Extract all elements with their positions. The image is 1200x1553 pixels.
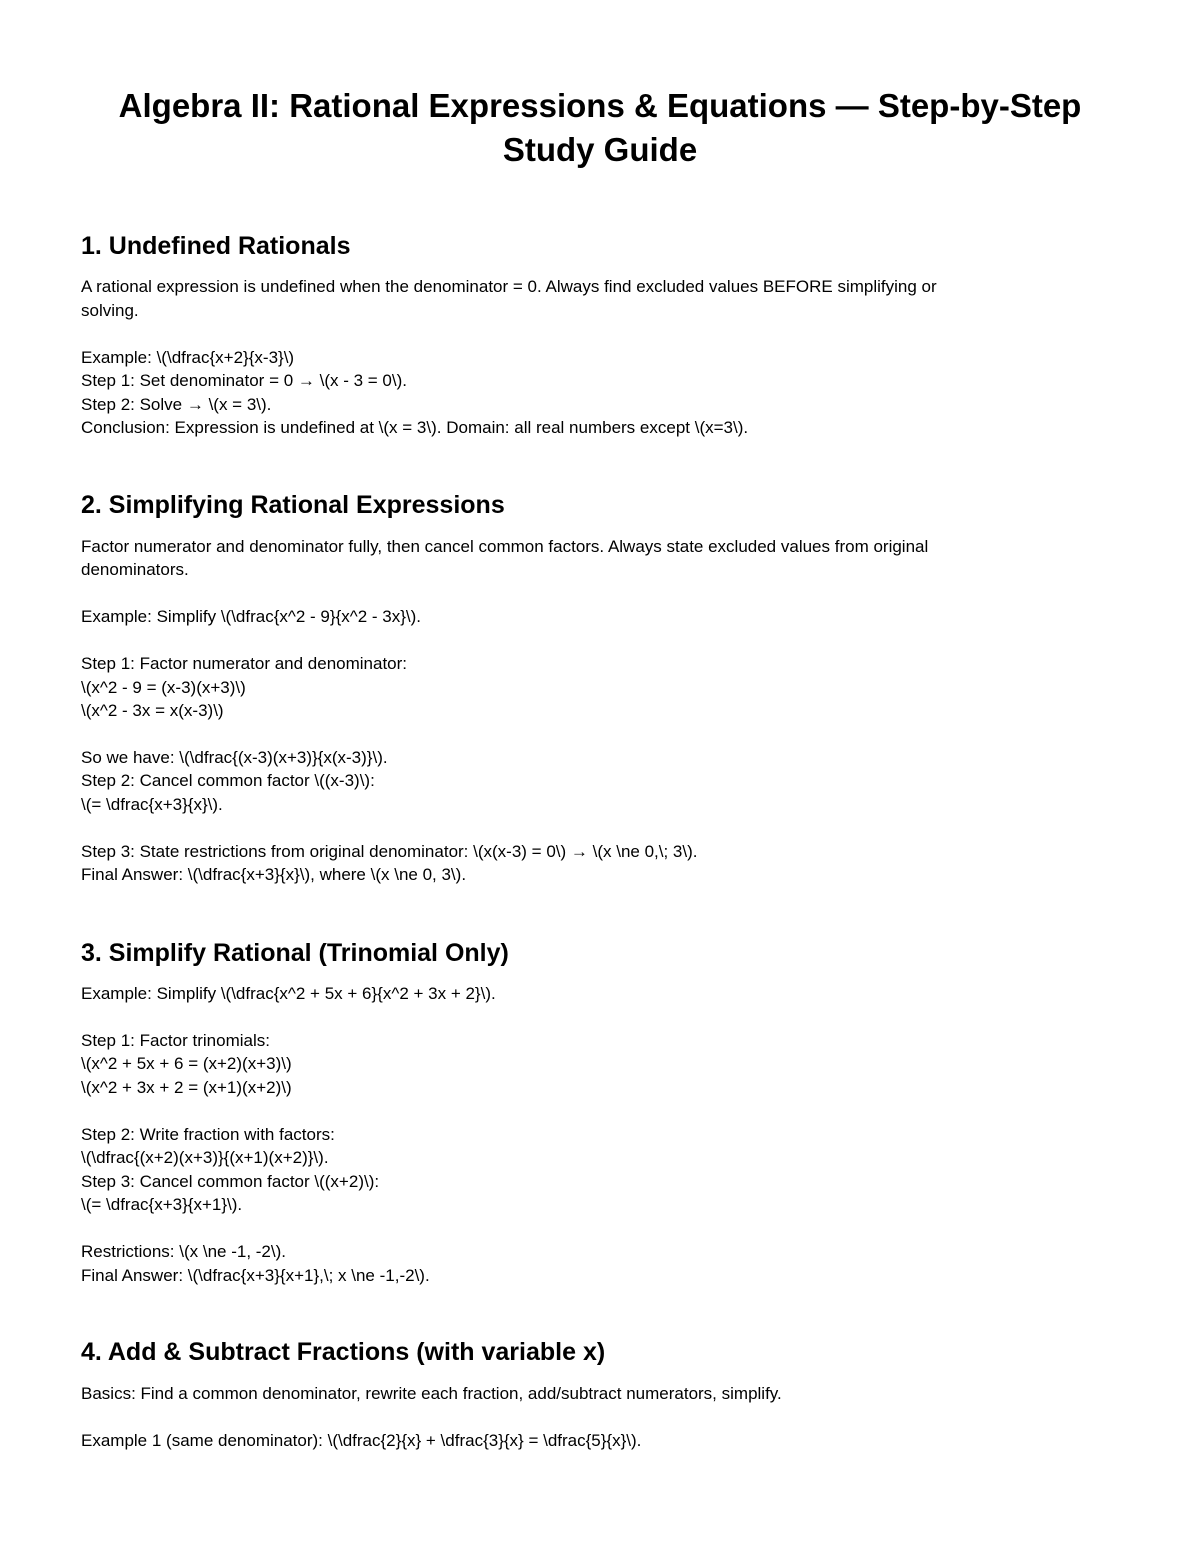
math-line: So we have: \(\dfrac{(x-3)(x+3)}{x(x-3)}\). [81, 748, 388, 767]
paragraph-line: A rational expression is undefined when the denominator = 0. Always find excluded values BEFORE simplifying or [81, 277, 937, 296]
step-line: Step 2: Solve → \(x = 3\). [81, 395, 272, 414]
final-answer-line: Final Answer: \(\dfrac{x+3}{x+1},\; x \ne -1,-2\). [81, 1266, 430, 1285]
paragraph-line: Factor numerator and denominator fully, then cancel common factors. Always state excluded values from original [81, 537, 929, 556]
step-line: Step 3: State restrictions from original denominator: \(x(x-3) = 0\) → \(x \ne 0,\; 3\). [81, 842, 698, 861]
example-line: Example: Simplify \(\dfrac{x^2 + 5x + 6}{x^2 + 3x + 2}\). [81, 984, 496, 1003]
paragraph-line: Basics: Find a common denominator, rewrite each fraction, add/subtract numerators, simplify. [81, 1384, 782, 1403]
example-line: Example 1 (same denominator): \(\dfrac{2}{x} + \dfrac{3}{x} = \dfrac{5}{x}\). [81, 1431, 642, 1450]
step-line: Step 1: Set denominator = 0 → \(x - 3 = 0\). [81, 371, 407, 390]
math-line: \(= \dfrac{x+3}{x}\). [81, 795, 223, 814]
restrictions-line: Restrictions: \(x \ne -1, -2\). [81, 1242, 286, 1261]
math-line: \(x^2 - 3x = x(x-3)\) [81, 701, 224, 720]
step-line: Step 2: Cancel common factor \((x-3)\): [81, 771, 375, 790]
math-line: \(= \dfrac{x+3}{x+1}\). [81, 1195, 243, 1214]
document-title-line-1: Algebra II: Rational Expressions & Equations — Step-by-Step [118, 87, 1082, 124]
section-heading-undefined-rationals: 1. Undefined Rationals [81, 232, 351, 260]
paragraph-line: denominators. [81, 560, 189, 579]
example-line: Example: \(\dfrac{x+2}{x-3}\) [81, 348, 295, 367]
example-line: Example: Simplify \(\dfrac{x^2 - 9}{x^2 - 3x}\). [81, 607, 422, 626]
final-answer-line: Final Answer: \(\dfrac{x+3}{x}\), where \(x \ne 0, 3\). [81, 865, 467, 884]
step-line: Step 2: Write fraction with factors: [81, 1125, 335, 1144]
math-line: \(x^2 + 5x + 6 = (x+2)(x+3)\) [81, 1054, 292, 1073]
section-heading-add-subtract-fractions: 4. Add & Subtract Fractions (with variable x) [81, 1338, 606, 1366]
math-line: \(x^2 - 9 = (x-3)(x+3)\) [81, 678, 246, 697]
conclusion-line: Conclusion: Expression is undefined at \(x = 3\). Domain: all real numbers except \(x=3\). [81, 418, 749, 437]
math-line: \(\dfrac{(x+2)(x+3)}{(x+1)(x+2)}\). [81, 1148, 329, 1167]
section-heading-simplify-rational-trinomial: 3. Simplify Rational (Trinomial Only) [81, 939, 509, 967]
paragraph-line: solving. [81, 301, 139, 320]
step-line: Step 3: Cancel common factor \((x+2)\): [81, 1172, 380, 1191]
math-line: \(x^2 + 3x + 2 = (x+1)(x+2)\) [81, 1078, 292, 1097]
step-line: Step 1: Factor numerator and denominator: [81, 654, 408, 673]
document-title-line-2: Study Guide [502, 131, 698, 168]
step-line: Step 1: Factor trinomials: [81, 1031, 270, 1050]
section-heading-simplifying-rational-expressions: 2. Simplifying Rational Expressions [81, 491, 505, 519]
